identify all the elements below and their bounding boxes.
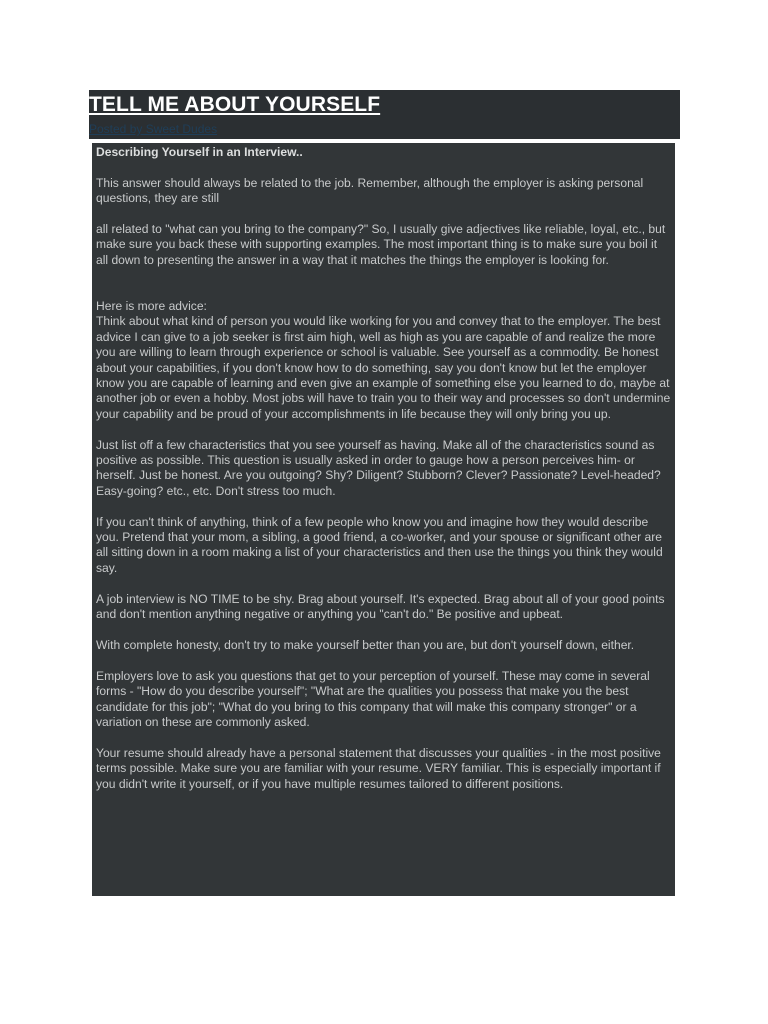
section-subheading: Describing Yourself in an Interview..	[96, 145, 303, 159]
paragraph-honesty: With complete honesty, don't try to make yourself better than you are, but don't yourself down, either.	[96, 637, 635, 652]
paragraph-resume: Your resume should already have a personal statement that discusses your qualities - in the most positive terms possible. Make sure you are familiar with your resume. VERY familiar. This is especially important if you didn't write it yourself, or if you have multiple resumes tailored to different positions.	[96, 745, 661, 791]
title-band	[89, 90, 680, 139]
paragraph-adjectives: all related to "what can you bring to the company?" So, I usually give adjectives like reliable, loyal, etc., but make sure you back these with supporting examples. The most important thing is to make sure you boil it all down to presenting the answer in a way that it matches the things the employer is looking for.	[96, 222, 666, 267]
paragraph-describe-you: If you can't think of anything, think of a few people who know you and imagine how they would describe you. Pretend that your mom, a sibling, a good friend, a co-worker, and your spouse or significant other are all sitting down in a room making a list of your characteristics and then use the things you think they would say.	[96, 514, 663, 575]
paragraph-more-advice-label: Here is more advice:	[96, 299, 207, 314]
paragraph-intro: This answer should always be related to the job. Remember, although the employer is asking personal questions, they are still	[96, 175, 644, 206]
page-title: TELL ME ABOUT YOURSELF	[89, 93, 381, 116]
paragraph-brag: A job interview is NO TIME to be shy. Brag about yourself. It's expected. Brag about all of your good points and don't mention anything negative or anything you "can't do." Be positive and upbeat.	[96, 591, 665, 622]
paragraph-characteristics: Just list off a few characteristics that you see yourself as having. Make all of the characteristics sound as positive as possible. This question is usually asked in order to gauge how a person perceives him- or herself. Just be honest. Are you outgoing? Shy? Diligent? Stubborn? Clever? Passionate? Level-headed? Easy-going? etc., etc. Don't stress too much.	[96, 437, 661, 498]
paragraph-aim-high: Think about what kind of person you would like working for you and convey that to the employer. The best advice I can give to a job seeker is first aim high, well as high as you are capable of and realize the more you are willing to learn through experience or school is valuable. See yourself as a commodity. Be honest about your capabilities, if you don't know how to do something, say you don't know but let the employer know you are capable of learning and even give an example of something else you learned to do, maybe at another job or even a hobby. Most jobs will have to train you to their way and processes so don't undermine your capability and be proud of your accomplishments in life because they will only bring you up.	[96, 314, 671, 421]
paragraph-employer-questions: Employers love to ask you questions that get to your perception of yourself. These may come in several forms - "How do you describe yourself"; "What are the qualities you possess that make you the best candidate for this job"; "What do you bring to this company that will make this company stronger" or a variation on these are commonly asked.	[96, 668, 650, 729]
author-byline-link[interactable]: Posted by Sweet Dudes	[89, 122, 218, 136]
article-body	[92, 143, 675, 896]
